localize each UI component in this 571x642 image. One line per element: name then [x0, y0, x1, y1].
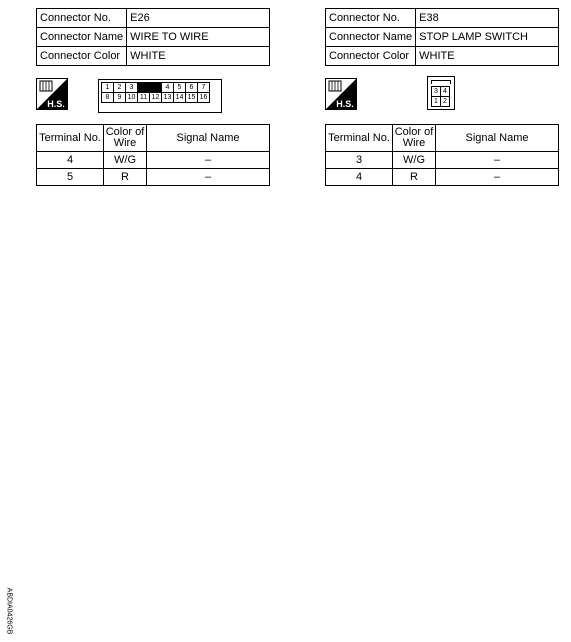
pin-cell: 14 — [174, 93, 186, 103]
wire-color-header: Color of Wire — [393, 125, 436, 152]
wire-color-cell: R — [104, 169, 147, 186]
connector-e38-panel — [325, 8, 559, 186]
signal-name-header: Signal Name — [436, 125, 559, 152]
table-row — [37, 169, 270, 186]
connector-name-row — [37, 28, 270, 47]
wire-color-cell: R — [393, 169, 436, 186]
terminal-header-row — [326, 125, 559, 152]
wire-color-cell: W/G — [104, 152, 147, 169]
figure-code-text: ABDIA0426GB — [5, 587, 13, 635]
terminal-header-row — [37, 125, 270, 152]
connector-no-label: Connector No. — [326, 9, 416, 28]
pin-cell: 8 — [102, 93, 114, 103]
signal-name-cell: – — [147, 169, 270, 186]
connector-key-block — [138, 83, 162, 93]
connector-no-row — [37, 9, 270, 28]
pin-cell: 7 — [198, 83, 210, 93]
connector-no-label: Connector No. — [37, 9, 127, 28]
terminal-table — [325, 124, 559, 186]
connector-info-table — [36, 8, 270, 66]
pinout-grid — [431, 86, 450, 107]
connector-color-value: WHITE — [127, 47, 270, 66]
hs-label: H.S. — [47, 99, 65, 109]
connector-pinout-diagram — [427, 76, 455, 110]
pinout-row-bottom — [432, 97, 450, 107]
connector-no-value: E38 — [416, 9, 559, 28]
pin-cell: 13 — [162, 93, 174, 103]
terminal-no-header: Terminal No. — [326, 125, 393, 152]
wire-color-header: Color of Wire — [104, 125, 147, 152]
table-row — [326, 152, 559, 169]
harness-side-icon — [36, 78, 68, 110]
pin-cell: 2 — [114, 83, 126, 93]
terminal-no-cell: 4 — [326, 169, 393, 186]
connector-graphic-row — [325, 66, 559, 124]
signal-name-header: Signal Name — [147, 125, 270, 152]
pinout-row-top — [432, 87, 450, 97]
pinout-row-top — [102, 83, 210, 93]
pinout-grid — [101, 82, 210, 103]
wire-color-cell: W/G — [393, 152, 436, 169]
terminal-table — [36, 124, 270, 186]
pin-cell: 4 — [162, 83, 174, 93]
pin-cell: 15 — [186, 93, 198, 103]
pin-cell: 12 — [150, 93, 162, 103]
terminal-no-cell: 3 — [326, 152, 393, 169]
connector-no-value: E26 — [127, 9, 270, 28]
connector-name-row — [326, 28, 559, 47]
signal-name-cell: – — [147, 152, 270, 169]
connector-color-value: WHITE — [416, 47, 559, 66]
connector-name-label: Connector Name — [326, 28, 416, 47]
harness-side-icon — [325, 78, 357, 110]
connector-graphic-row — [36, 66, 270, 124]
connector-name-value: WIRE TO WIRE — [127, 28, 270, 47]
connector-color-row — [37, 47, 270, 66]
connector-color-label: Connector Color — [326, 47, 416, 66]
pin-cell: 4 — [441, 87, 450, 97]
hs-label: H.S. — [336, 99, 354, 109]
signal-name-cell: – — [436, 152, 559, 169]
signal-name-cell: – — [436, 169, 559, 186]
pin-cell: 6 — [186, 83, 198, 93]
pinout-row-bottom — [102, 93, 210, 103]
terminal-no-cell: 4 — [37, 152, 104, 169]
table-row — [326, 169, 559, 186]
figure-code — [4, 584, 14, 638]
pin-cell: 1 — [102, 83, 114, 93]
pin-cell: 16 — [198, 93, 210, 103]
connector-name-label: Connector Name — [37, 28, 127, 47]
pin-cell: 9 — [114, 93, 126, 103]
pin-cell: 2 — [441, 97, 450, 107]
connector-color-label: Connector Color — [37, 47, 127, 66]
connector-e26-panel — [36, 8, 270, 186]
pin-cell: 1 — [432, 97, 441, 107]
connector-info-table — [325, 8, 559, 66]
connector-lock-tab — [431, 80, 451, 84]
connector-name-value: STOP LAMP SWITCH — [416, 28, 559, 47]
connector-no-row — [326, 9, 559, 28]
pin-cell: 3 — [432, 87, 441, 97]
connector-color-row — [326, 47, 559, 66]
pin-cell: 5 — [174, 83, 186, 93]
pin-cell: 3 — [126, 83, 138, 93]
pin-cell: 11 — [138, 93, 150, 103]
terminal-no-header: Terminal No. — [37, 125, 104, 152]
terminal-no-cell: 5 — [37, 169, 104, 186]
table-row — [37, 152, 270, 169]
pin-cell: 10 — [126, 93, 138, 103]
connector-pinout-diagram — [98, 79, 222, 113]
